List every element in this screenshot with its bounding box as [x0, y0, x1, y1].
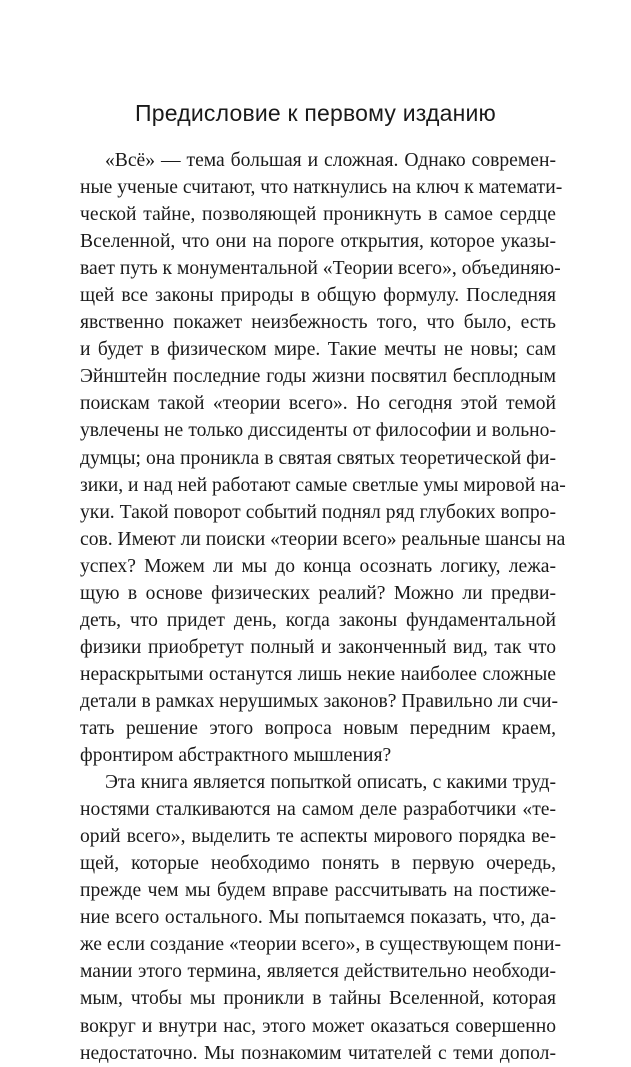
- text-line: орий всего», выделить те аспекты мирового порядка ве-: [80, 826, 556, 848]
- text-line: физики приобретут полный и законченный вид, так что: [80, 636, 556, 658]
- text-line: недостаточно. Мы познакомим читателей с теми допол-: [80, 1042, 556, 1064]
- text-line: ческой тайне, позволяющей проникнуть в самое сердце: [80, 204, 556, 226]
- paragraph: [80, 147, 566, 769]
- text-line: тать решение этого вопроса новым передним краем,: [80, 717, 556, 739]
- text-line: щей все законы природы в общую формулу. Последняя: [80, 285, 556, 307]
- text-line: думцы; она проникла в святая святых теоретической фи-: [80, 447, 556, 469]
- text-line: ные ученые считают, что наткнулись на ключ к математи-: [80, 177, 563, 199]
- text-line: ностями сталкиваются на самом деле разработчики «те-: [80, 799, 556, 821]
- text-line: сов. Имеют ли поиски «теории всего» реальные шансы на: [80, 528, 566, 550]
- text-line: Эта книга является попыткой описать, с какими труд-: [105, 772, 556, 794]
- text-line: фронтиром абстрактного мышления?: [80, 745, 392, 767]
- text-line: Эйнштейн последние годы жизни посвятил бесплодным: [80, 366, 556, 388]
- body-text: [80, 147, 566, 1067]
- text-line: Вселенной, что они на пороге открытия, которое указы-: [80, 231, 556, 253]
- text-line: успех? Можем ли мы до конца осознать логику, лежа-: [80, 555, 556, 577]
- paragraph: [80, 769, 562, 1067]
- text-line: увлечены не только диссиденты от философии и вольно-: [80, 420, 556, 442]
- text-line: вокруг и внутри нас, этого может оказаться совершенно: [80, 1015, 556, 1037]
- text-line: и будет в физическом мире. Такие мечты не новы; сам: [80, 339, 556, 361]
- text-line: «Всё» — тема большая и сложная. Однако современ-: [105, 150, 556, 171]
- text-line: уки. Такой поворот событий поднял ряд глубоких вопро-: [80, 501, 556, 523]
- chapter-heading: Предисловие к первому изданию: [135, 100, 496, 126]
- text-line: вает путь к монументальной «Теории всего», объединяю-: [80, 258, 561, 280]
- text-line: ние всего остального. Мы попытаемся показать, что, да-: [80, 907, 556, 929]
- text-line: щую в основе физических реалий? Можно ли предви-: [80, 582, 556, 604]
- text-line: мании этого термина, является действительно необходи-: [80, 961, 556, 983]
- text-line: же если создание «теории всего», в существующем пони-: [80, 934, 562, 956]
- text-line: детали в рамках нерушимых законов? Правильно ли счи-: [80, 690, 558, 712]
- text-line: прежде чем мы будем вправе рассчитывать на постиже-: [80, 880, 556, 902]
- text-line: щей, которые необходимо понять в первую очередь,: [80, 853, 556, 875]
- text-line: зики, и над ней работают самые светлые умы мировой на-: [80, 474, 566, 496]
- text-line: деть, что придет день, когда законы фундаментальной: [80, 609, 556, 631]
- text-line: явственно покажет неизбежность того, что было, есть: [80, 312, 556, 334]
- text-line: мым, чтобы мы проникли в тайны Вселенной, которая: [80, 988, 556, 1010]
- text-line: нераскрытыми останутся лишь некие наиболее сложные: [80, 663, 556, 685]
- text-line: поискам такой «теории всего». Но сегодня этой темой: [80, 393, 556, 415]
